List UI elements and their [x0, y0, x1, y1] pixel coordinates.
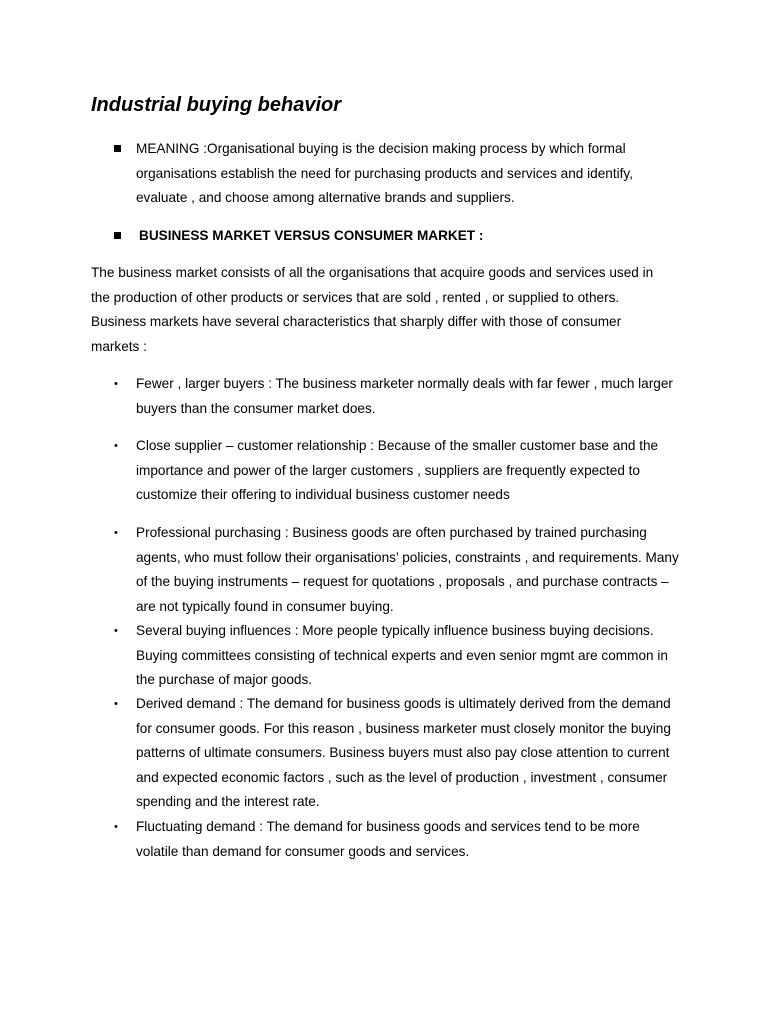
bullet-dot-icon: •: [114, 378, 118, 390]
list-item: [91, 692, 691, 815]
square-bullet-icon: [114, 145, 121, 152]
list-item-text: Several buying influences : More people typically influence business buying decisions. Buying committees consisting of technical experts and even senior mgmt are common in the purchase of major goods.: [136, 623, 668, 687]
list-item: [91, 521, 691, 619]
bullet-dot-icon: •: [114, 527, 118, 539]
bullet-dot-icon: •: [114, 440, 118, 452]
list-item-text: Close supplier – customer relationship : Because of the smaller customer base and the importance and power of the larger customers , suppliers are frequently expected to customize their offering to individual business customer needs: [136, 438, 659, 502]
bullet-dot-icon: •: [114, 821, 118, 833]
list-item: [91, 815, 691, 864]
bullet-dot-icon: •: [114, 625, 118, 637]
meaning-item: [91, 137, 691, 211]
square-bullet-icon: [114, 232, 121, 239]
bullet-dot-icon: •: [114, 698, 118, 710]
list-item-text: Derived demand : The demand for business goods is ultimately derived from the demand for consumer goods. For this reason , business marketer must closely monitor the buying patterns of ultimate consumers. Business buyers must also pay close attention to current and expected economic factors , such as the level of production , investment , consumer spending and the interest rate.: [136, 696, 671, 809]
list-item-text: Fluctuating demand : The demand for business goods and services tend to be more volatile than demand for consumer goods and services.: [136, 819, 640, 859]
section-heading-item: [91, 224, 691, 249]
meaning-text: MEANING :Organisational buying is the decision making process by which formal organisations establish the need for purchasing products and services and identify, evaluate , and choose among alternative brands and suppliers.: [136, 141, 633, 205]
list-item: [91, 619, 691, 693]
list-item-text: Professional purchasing : Business goods are often purchased by trained purchasing agents, who must follow their organisations’ policies, constraints , and requirements. Many of the buying instruments – request for quotations , proposals , and purchase contracts – are not typically found in consumer buying.: [136, 525, 679, 614]
section-heading: BUSINESS MARKET VERSUS CONSUMER MARKET :: [139, 228, 484, 243]
intro-paragraph: The business market consists of all the organisations that acquire goods and services used in the production of other products or services that are sold , rented , or supplied to others. Business markets have several characteristics that sharply differ with those of consumer markets :: [91, 265, 654, 354]
document-title: Industrial buying behavior: [91, 94, 342, 116]
list-item-text: Fewer , larger buyers : The business marketer normally deals with far fewer , much larger buyers than the consumer market does.: [136, 376, 673, 416]
list-item: [91, 372, 691, 421]
list-item: [91, 434, 691, 508]
